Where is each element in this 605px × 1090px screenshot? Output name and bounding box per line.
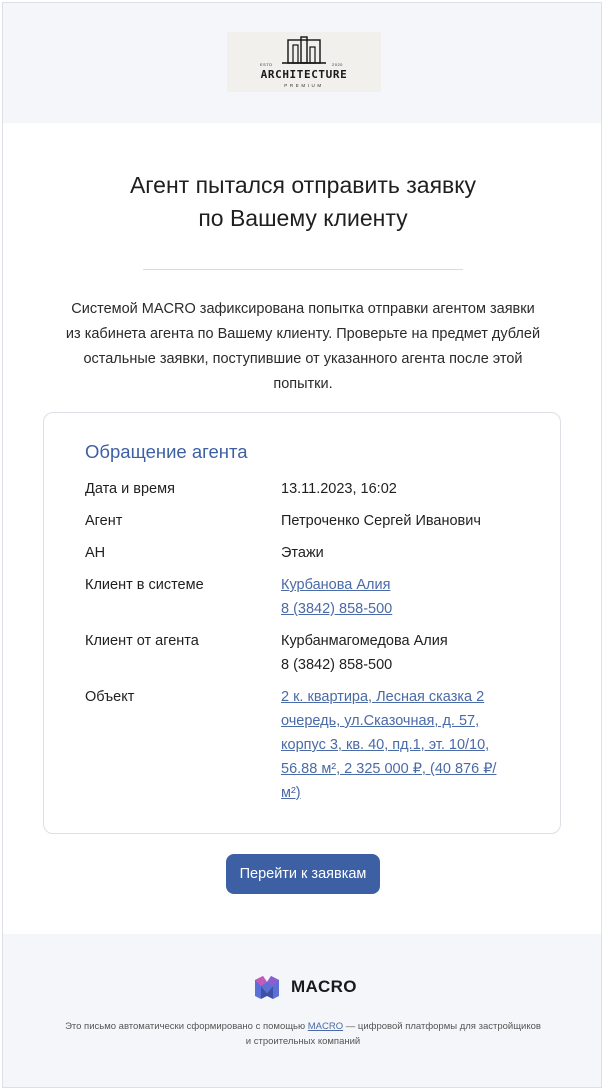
email-title: [3, 169, 602, 235]
brand-name: MACRO: [291, 977, 357, 996]
logo-year: 2020: [332, 62, 343, 67]
macro-brand: [253, 974, 357, 1000]
row-value: Петроченко Сергей Иванович: [281, 513, 481, 529]
client-name-link[interactable]: Курбанова Алия: [281, 577, 391, 593]
logo-tagline: PREMIUM: [284, 83, 324, 88]
footer-note-text: — цифровой платформы для застройщиков: [345, 1021, 541, 1032]
macro-logo-icon: [253, 974, 281, 1000]
row-label: Дата и время: [85, 481, 175, 497]
row-label: Клиент от агента: [85, 633, 199, 649]
architecture-logo: [227, 32, 381, 92]
agent-client-phone: 8 (3842) 858-500: [281, 657, 393, 673]
intro-line: из кабинета агента по Вашему клиенту. Проверьте на предмет дублей: [65, 326, 541, 342]
row-value: [281, 685, 525, 805]
object-link-line[interactable]: корпус 3, кв. 40, пд.1, эт. 10/10,: [281, 737, 490, 753]
row-label: Объект: [85, 689, 135, 705]
row-value: 13.11.2023, 16:02: [281, 481, 397, 497]
intro-line: попытки.: [273, 376, 333, 392]
object-link-line[interactable]: м²): [281, 785, 301, 801]
agent-client-name: Курбанмагомедова Алия: [281, 633, 448, 649]
divider: [143, 269, 463, 270]
intro-text: [49, 297, 557, 397]
logo-name: ARCHITECTURE: [260, 68, 348, 81]
card-title: Обращение агента: [85, 441, 248, 462]
logo-estd: ESTD: [260, 62, 273, 67]
email-frame: [2, 2, 602, 1088]
object-link-line[interactable]: 56.88 м², 2 325 000 ₽, (40 876 ₽/: [281, 761, 497, 777]
footer-note-text: Это письмо автоматически сформировано с помощью: [65, 1021, 306, 1032]
footer-note-text: и строительных компаний: [245, 1036, 361, 1047]
email-title-line-2: по Вашему клиенту: [198, 205, 408, 231]
intro-line: Системой MACRO зафиксирована попытка отправки агентом заявки: [71, 301, 535, 317]
agent-request-card: [43, 412, 561, 834]
client-phone-link[interactable]: 8 (3842) 858-500: [281, 601, 393, 617]
footer-macro-link[interactable]: MACRO: [307, 1021, 344, 1032]
row-label: АН: [85, 545, 106, 561]
row-value: Этажи: [281, 545, 324, 561]
building-icon: [282, 36, 326, 64]
email-title-line-1: Агент пытался отправить заявку: [129, 172, 477, 198]
intro-line: остальные заявки, поступившие от указанного агента после этой: [83, 351, 523, 367]
go-to-requests-button[interactable]: Перейти к заявкам: [226, 854, 380, 894]
row-value: [281, 573, 525, 621]
footer-note: [33, 1019, 573, 1049]
object-link-line[interactable]: очередь, ул.Сказочная, д. 57,: [281, 713, 480, 729]
row-value: [281, 629, 525, 677]
row-label: Агент: [85, 513, 123, 529]
row-label: Клиент в системе: [85, 577, 204, 593]
email-header: [3, 3, 601, 123]
object-link-line[interactable]: 2 к. квартира, Лесная сказка 2: [281, 689, 485, 705]
email-footer: [3, 934, 602, 1088]
